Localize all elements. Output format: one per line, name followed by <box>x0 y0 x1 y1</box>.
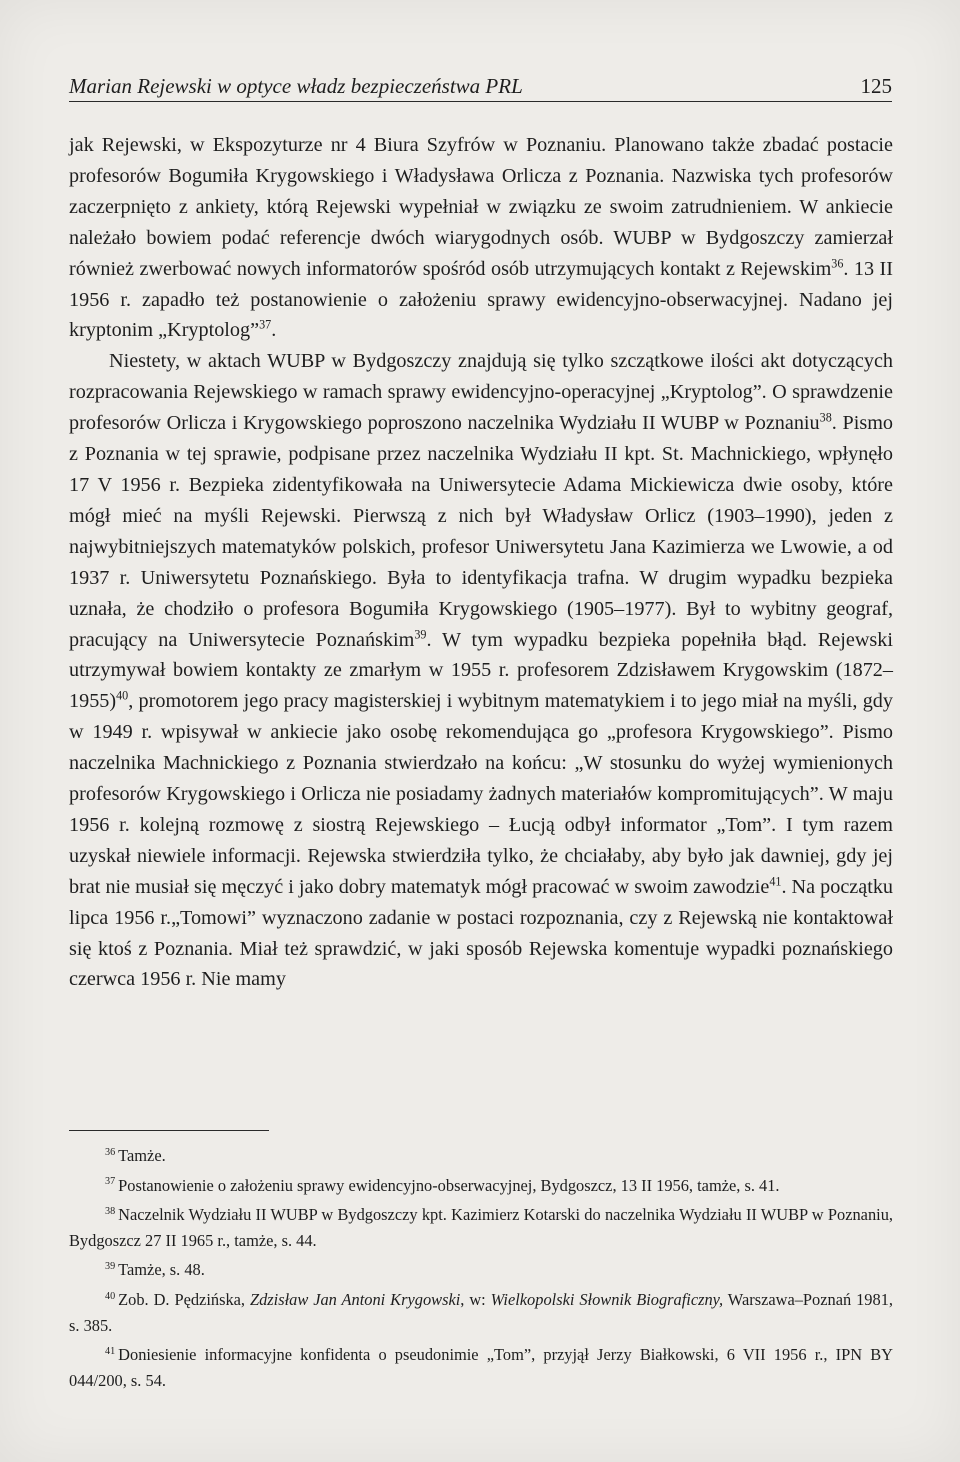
text-span: . W tym wypadku bezpieka popełniła błąd. Rejewski utrzymywał bowiem kontakty ze zmarłym w 1955 r. profesorem Zdzisławem Krygowskim (1872–1955) <box>69 628 893 713</box>
footnote-ref: 40 <box>116 688 129 703</box>
footnote <box>69 1143 893 1169</box>
text-span: . Pismo z Poznania w tej sprawie, podpisane przez naczelnika Wydziału II kpt. St. Machnickiego, wpłynęło 17 V 1956 r. Bezpieka zidentyfikowała na Uniwersytecie Adama Mickiewicza dwie osoby, które mógł mieć na myśli Rejewski. Pierwszą z nich był Władysław Orlicz (1903–1990), jeden z najwybitniejszych matematyków polskich, profesor Uniwersytetu Jana Kazimierza we Lwowie, a od 1937 r. Uniwersytetu Poznańskiego. Była to identyfikacja trafna. W drugim wypadku bezpieka uznała, że chodziło o profesora Bogumiła Krygowskiego (1905–1977). Był to wybitny geograf, pracujący na Uniwersytecie Poznańskim <box>69 412 893 651</box>
paragraph <box>69 130 893 346</box>
footnote-text: Tamże. <box>118 1146 166 1165</box>
footnote-number: 41 <box>105 1345 116 1357</box>
text-span: . <box>271 319 277 342</box>
footnote-ref: 37 <box>259 317 272 332</box>
text-span: jak Rejewski, w Ekspozyturze nr 4 Biura Szyfrów w Poznaniu. Planowano także zbadać postacie profesorów Bogumiła Krygowskiego i Władysława Orlicza z Poznania. Nazwiska tych profesorów zaczerpnięto z ankiety, którą Rejewski wypełniał w związku ze swoim zatrudnieniem. W ankiecie należało bowiem podać referencje dwóch wiarygodnych osób. WUBP w Bydgoszczy zamierzał również zwerbować nowych informatorów spośród osób utrzymujących kontakt z Rejewskim <box>69 134 893 280</box>
footnote <box>69 1202 893 1253</box>
footnote-text: Zob. D. Pędzińska, <box>118 1289 250 1309</box>
main-text <box>69 130 893 995</box>
footnote-number: 37 <box>105 1176 116 1188</box>
footnote-number: 39 <box>105 1260 116 1272</box>
running-header <box>69 70 892 102</box>
footnote <box>69 1342 893 1393</box>
paragraph <box>69 346 893 995</box>
text-span: Niestety, w aktach WUBP w Bydgoszczy znajdują się tylko szczątkowe ilości akt dotyczących rozpracowania Rejewskiego w ramach sprawy ewidencyjno-operacyjnej „Kryptolog”. O sprawdzenie profesorów Orlicza i Krygowskiego poproszono naczelnika Wydziału II WUBP w Poznaniu <box>69 350 893 435</box>
footnote-text: Wielkopolski Słownik Biograficzny, <box>490 1289 724 1309</box>
footnote-text: Naczelnik Wydziału II WUBP w Bydgoszczy kpt. Kazimierz Kotarski do naczelnika Wydziału II WUBP w Poznaniu, Bydgoszcz 27 II 1965 r., tamże, s. 44. <box>69 1205 893 1250</box>
footnote <box>69 1287 893 1338</box>
footnote-number: 36 <box>105 1146 116 1158</box>
footnote <box>69 1173 893 1199</box>
footnote-text: Doniesienie informacyjne konfidenta o pseudonimie „Tom”, przyjął Jerzy Białkowski, 6 VII 1956 r., IPN BY 044/200, s. 54. <box>69 1345 893 1390</box>
footnote <box>69 1257 893 1283</box>
text-span: . 13 II 1956 r. zapadło też postanowienie o założeniu sprawy ewidencyjno-obserwacyjnej. Nadano jej kryptonim „Kryptolog” <box>69 257 893 342</box>
footnote-text: Postanowienie o założeniu sprawy ewidencyjno-obserwacyjnej, Bydgoszcz, 13 II 1956, tamże, s. 41. <box>118 1175 780 1195</box>
text-span: , promotorem jego pracy magisterskiej i wybitnym matematykiem i to jego miał na myśli, gdy w 1949 r. wpisywał w ankiecie jako osobę rekomendująca go „profesora Krygowskiego”. Pismo naczelnika Machnickiego z Poznania stwierdzało na końcu: „W stosunku do wyżej wymienionych profesorów Krygowskiego i Orlicza nie posiadamy żadnych materiałów kompromitujących”. W maju 1956 r. kolejną rozmowę z siostrą Rejewskiego – Łucją odbył informator „Tom”. I tym razem uzyskał niewiele informacji. Rejewska stwierdziła tylko, że chciałaby, aby było jak dawniej, gdy jej brat nie musiał się męczyć i jako dobry matematyk mógł pracować w swoim zawodzie <box>69 690 893 898</box>
page-number: 125 <box>860 74 892 98</box>
footnote-text: Zdzisław Jan Antoni Krygowski <box>249 1289 461 1309</box>
footnote-text: , w: <box>460 1289 491 1309</box>
footnote-text: Warszawa–Poznań 1981, s. 385. <box>69 1289 893 1335</box>
running-title: Marian Rejewski w optyce władz bezpieczeństwa PRL <box>69 74 523 98</box>
footnote-number: 38 <box>105 1205 116 1217</box>
footnote-ref: 39 <box>414 626 427 641</box>
footnote-ref: 38 <box>819 410 832 425</box>
footnote-ref: 41 <box>769 874 782 889</box>
footnote-divider <box>69 1130 269 1131</box>
footnote-ref: 36 <box>831 255 844 270</box>
text-span: . Na początku lipca 1956 r.„Tomowi” wyznaczono zadanie w postaci rozpoznania, czy z Rejewską nie kontaktował się ktoś z Poznania. Miał też sprawdzić, w jaki sposób Rejewska komentuje wypadki poznańskiego czerwca 1956 r. Nie mamy <box>69 875 894 991</box>
footnotes <box>69 1143 893 1397</box>
footnote-text: Tamże, s. 48. <box>118 1260 205 1280</box>
footnote-number: 40 <box>105 1290 116 1302</box>
